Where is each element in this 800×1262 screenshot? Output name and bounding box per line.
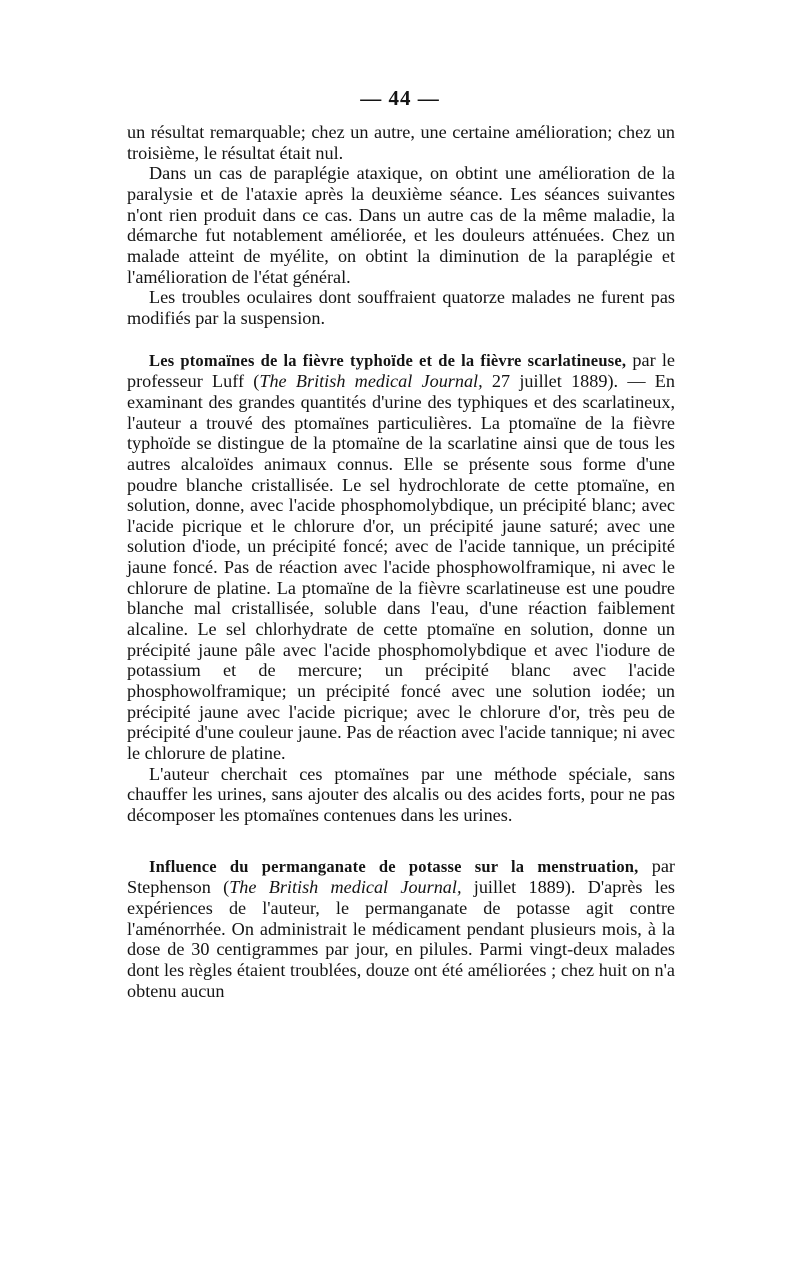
journal-title: The British medical Journal, [259, 371, 483, 392]
section-title: Influence du permanganate de potasse sur la menstruation, [149, 856, 639, 876]
paragraph: L'auteur cherchait ces ptomaïnes par une méthode spéciale, sans chauffer les urines, sans ajouter des alcalis ou des acides forts, pour ne pas décomposer les ptomaïnes contenues dans les urines. [127, 763, 675, 825]
body-text [127, 122, 675, 1001]
page-number: — 44 — [360, 86, 440, 110]
section-author: par le professeur Luff ( [127, 349, 675, 392]
section-body: D'après les expériences de l'auteur, le permanganate de potasse agit contre l'aménorrhée. On administrait le médicament pendant plusieurs mois, à la dose de 30 centigrammes par jour, en pilules. Parmi vingt-deux malades dont les règles étaient troublées, douze ont été améliorées ; chez huit on n'a obtenu aucun [127, 877, 675, 1001]
section-body: — En examinant des grandes quantités d'urine des typhiques et des scarlatineux, l'auteur a trouvé des ptomaïnes particulières. La ptomaïne de la fièvre typhoïde se distingue de la ptomaïne de la scarlatine ainsi que de tous les autres alcaloïdes animaux connus. Elle se présente sous forme d'une poudre blanche cristallisée. Le sel hydrochlorate de cette ptomaïne, en solution, donne, avec l'acide phosphomolybdique, un précipité blanc; avec l'acide picrique et le chlorure d'or, un précipité jaune saturé; avec une solution d'iode, un précipité foncé; avec de l'acide tannique, un précipité jaune foncé. Pas de réaction avec l'acide phosphowolframique, ni avec le chlorure de platine. La ptomaïne de la fièvre scarlatineuse est une poudre blanche mal cristallisée, soluble dans l'eau, d'une réaction faiblement alcaline. Le sel chlorhydrate de cette ptomaïne en solution, donne un précipité jaune pâle avec l'acide phosphomolybdique et avec l'iodure de potassium et de mercure; un précipité blanc avec l'acide phosphowolframique; un précipité foncé avec une solution iodée; un précipité jaune avec l'acide picrique; avec le chlorure d'or, très peu de précipité d'une couleur jaune. Pas de réaction avec l'acide tannique; ni avec le chlorure de platine. [127, 371, 675, 764]
section-permanganate [127, 856, 675, 1002]
publication-date: juillet 1889). [461, 877, 576, 898]
section-author: par Stephenson ( [127, 855, 675, 898]
section-title: Les ptomaïnes de la fièvre typhoïde et de la fièvre scarlatineuse, [149, 350, 627, 370]
paragraph: un résultat remarquable; chez un autre, une certaine amélioration; chez un troisième, le résultat était nul. [127, 122, 675, 163]
paragraph: Les troubles oculaires dont souffraient quatorze malades ne furent pas modifiés par la suspension. [127, 287, 675, 328]
publication-date: 27 juillet 1889). [482, 371, 619, 392]
journal-title: The British medical Journal, [229, 877, 462, 898]
paragraph: Dans un cas de paraplégie ataxique, on obtint une amélioration de la paralysie et de l'ataxie après la deuxième séance. Les séances suivantes n'ont rien produit dans ce cas. Dans un autre cas de la même maladie, la démarche fut notablement améliorée, et les douleurs atténuées. Chez un malade atteint de myélite, on obtint la diminution de la paraplégie et l'amélioration de l'état général. [127, 163, 675, 287]
section-ptomaines [127, 350, 675, 764]
